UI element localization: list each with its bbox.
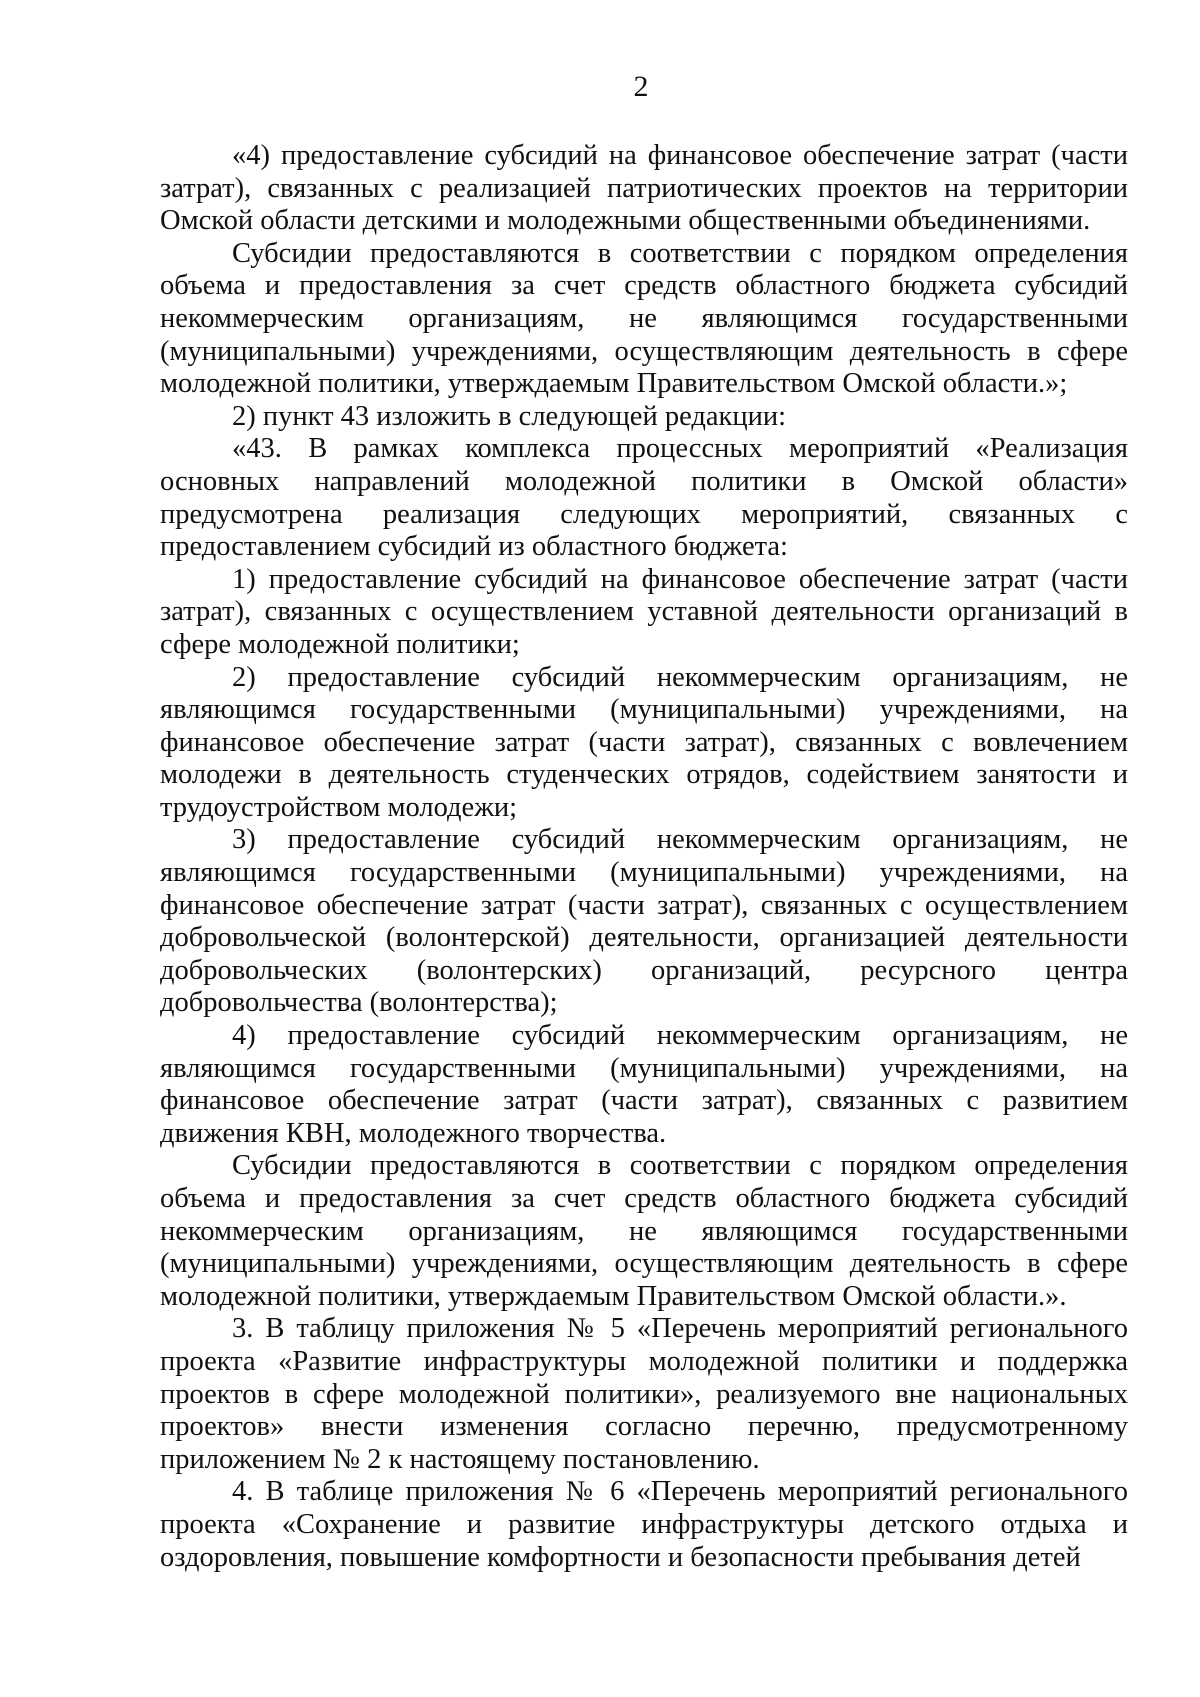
paragraph-subsidy-item-4-patriotic: «4) предоставление субсидий на финансовое обеспечение затрат (части затрат), связанных с реализацией патриотических проектов на территории Омской области детскими и молодежными общественными объединениями. [160, 140, 1128, 237]
paragraph-item-3: 3) предоставление субсидий некоммерческим организациям, не являющимся государственными (муниципальными) учреждениями, на финансовое обеспечение затрат (части затрат), связанных с осуществлением добровольческой (волонтерской) деятельности, организацией деятельности добровольческих (волонтерских) организаций, ресурсного центра добровольчества (волонтерства); [160, 824, 1128, 1019]
paragraph-point-43-intro: 2) пункт 43 изложить в следующей редакции: [232, 400, 787, 432]
paragraph-subsidy-procedure-1: Субсидии предоставляются в соответствии с порядком определения объема и предоставления за счет средств областного бюджета субсидий некоммерческим организациям, не являющимся государственными (муниципальными) учреждениями, осуществляющим деятельность в сфере молодежной политики, утверждаемым Правительством Омской области.»; [160, 237, 1128, 400]
paragraph-item-4: 4) предоставление субсидий некоммерческим организациям, не являющимся государственными (муниципальными) учреждениями, на финансовое обеспечение затрат (части затрат), связанных с развитием движения КВН, молодежного творчества. [160, 1020, 1128, 1149]
page-number: 2 [633, 70, 649, 103]
paragraph-item-2: 2) предоставление субсидий некоммерческим организациям, не являющимся государственными (муниципальными) учреждениями, на финансовое обеспечение затрат (части затрат), связанных с вовлечением молодежи в деятельность студенческих отрядов, содействием занятости и трудоустройством молодежи; [160, 661, 1128, 823]
document-body [160, 140, 1128, 1574]
paragraph-point-43-text: «43. В рамках комплекса процессных мероприятий «Реализация основных направлений молодежной политики в Омской области» предусмотрена реализация следующих мероприятий, связанных с предоставлением субсидий из областного бюджета: [160, 433, 1128, 563]
paragraph-subsidy-procedure-2: Субсидии предоставляются в соответствии с порядком определения объема и предоставления за счет средств областного бюджета субсидий некоммерческим организациям, не являющимся государственными (муниципальными) учреждениями, осуществляющим деятельность в сфере молодежной политики, утверждаемым Правительством Омской области.». [160, 1150, 1128, 1312]
paragraph-item-1: 1) предоставление субсидий на финансовое обеспечение затрат (части затрат), связанных с осуществлением уставной деятельности организаций в сфере молодежной политики; [160, 563, 1128, 660]
paragraph-section-3: 3. В таблицу приложения № 5 «Перечень мероприятий регионального проекта «Развитие инфраструктуры молодежной политики и поддержка проектов в сфере молодежной политики», реализуемого вне национальных проектов» внести изменения согласно перечню, предусмотренному приложением № 2 к настоящему постановлению. [160, 1313, 1128, 1475]
paragraph-section-4: 4. В таблице приложения № 6 «Перечень мероприятий регионального проекта «Сохранение и развитие инфраструктуры детского отдыха и оздоровления, повышение комфортности и безопасности пребывания детей [160, 1476, 1128, 1573]
